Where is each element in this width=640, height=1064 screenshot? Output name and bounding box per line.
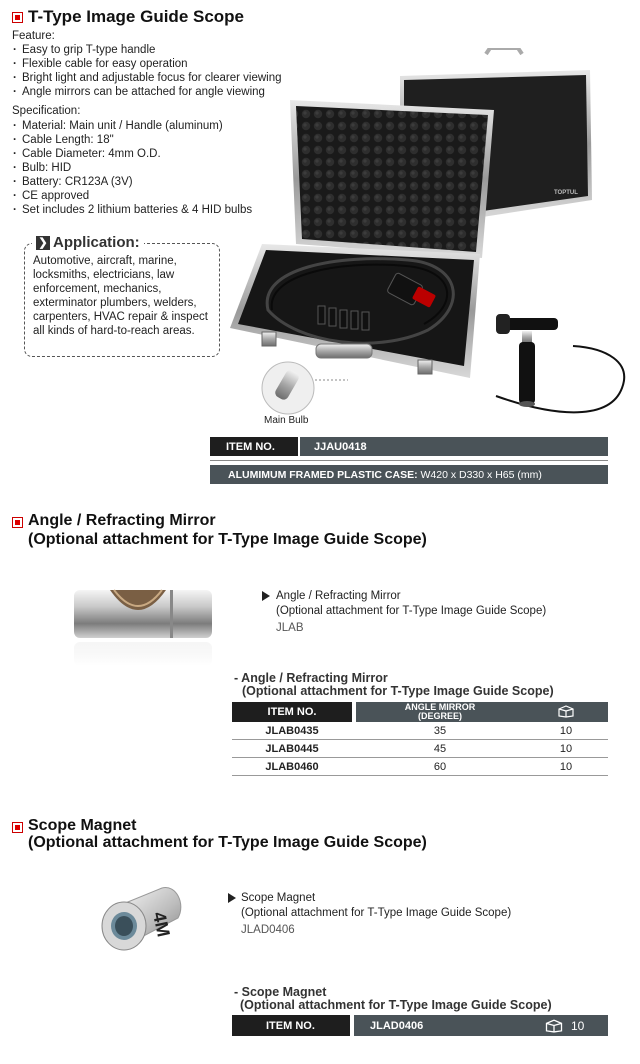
page-title: T-Type Image Guide Scope: [28, 7, 245, 26]
mirror-desc-code: JLAB: [276, 622, 304, 634]
table-row: [232, 758, 608, 776]
row-item-no: JLAB0435: [232, 722, 352, 740]
feature-item: · Angle mirrors can be attached for angle viewing: [12, 85, 282, 99]
arrow-icon: ❯: [36, 236, 50, 250]
box-qty-icon: [557, 704, 575, 718]
row-item-no: JLAB0460: [232, 758, 352, 776]
item-no-label: ITEM NO.: [226, 441, 275, 453]
spec-item: · Cable Diameter: 4mm O.D.: [12, 147, 252, 161]
case-spec-text: ALUMIMUM FRAMED PLASTIC CASE: W420 x D330 x H65 (mm): [228, 469, 542, 481]
col-header-angle: ANGLE MIRROR (DEGREE): [356, 702, 524, 722]
magnet-desc-code: JLAD0406: [241, 924, 295, 936]
mirror-desc-sub: (Optional attachment for T-Type Image Guide Scope): [276, 605, 547, 617]
spec-heading: Specification:: [12, 105, 81, 117]
feature-item: · Easy to grip T-type handle: [12, 43, 282, 57]
scope-magnet-image: [96, 884, 186, 956]
row-angle: 45: [356, 740, 524, 758]
case-logo: TOPTUL: [554, 190, 578, 196]
row-item-no: JLAB0445: [232, 740, 352, 758]
pointer-arrow-icon: [262, 591, 270, 601]
section-bullet-icon: [12, 517, 23, 528]
mirror-table-subtitle: (Optional attachment for T-Type Image Guide Scope): [242, 684, 554, 698]
mirror-table: [232, 702, 608, 776]
mirror-table-title: - Angle / Refracting Mirror: [234, 671, 388, 685]
magnet-item-no: JLAD0406: [370, 1020, 424, 1032]
spec-item: · Battery: CR123A (3V): [12, 175, 252, 189]
angle-mirror-image: [70, 584, 218, 672]
table-row: [232, 740, 608, 758]
row-angle: 35: [356, 722, 524, 740]
main-bulb-label: Main Bulb: [264, 415, 309, 426]
row-qty: 10: [524, 740, 608, 758]
table-row: [232, 722, 608, 740]
section-subtitle-magnet: (Optional attachment for T-Type Image Guide Scope): [28, 834, 427, 851]
box-qty-icon: [544, 1018, 564, 1033]
col-header-item: ITEM NO.: [232, 702, 352, 722]
item-no-value: JJAU0418: [314, 441, 367, 453]
magnet-desc-sub: (Optional attachment for T-Type Image Guide Scope): [241, 907, 512, 919]
section-bullet-icon: [12, 822, 23, 833]
spec-item: · Bulb: HID: [12, 161, 252, 175]
feature-heading: Feature:: [12, 30, 55, 42]
application-text: Automotive, aircraft, marine, locksmiths, electricians, law enforcement, mechanics, exterminator plumbers, welders, carpenters, HVAC repair & inspect all kinds of hard-to-reach areas.: [33, 255, 208, 337]
spec-item: · Material: Main unit / Handle (aluminum): [12, 119, 252, 133]
scope-kit-image: [228, 48, 636, 430]
magnet-item-label: ITEM NO.: [266, 1020, 315, 1032]
spec-item: · CE approved: [12, 189, 252, 203]
magnet-desc-name: Scope Magnet: [241, 892, 316, 904]
magnet-marking: 4M: [148, 910, 174, 939]
row-angle: 60: [356, 758, 524, 776]
col-header-qty: [524, 702, 608, 722]
pointer-arrow-icon: [228, 893, 236, 903]
feature-item: · Bright light and adjustable focus for clearer viewing: [12, 71, 282, 85]
magnet-table-subtitle: (Optional attachment for T-Type Image Guide Scope): [240, 998, 552, 1012]
section-subtitle-mirror: (Optional attachment for T-Type Image Guide Scope): [28, 531, 427, 548]
magnet-qty: 10: [571, 1019, 585, 1033]
feature-item: · Flexible cable for easy operation: [12, 57, 282, 71]
section-title-magnet: Scope Magnet: [28, 817, 137, 834]
spec-item: · Cable Length: 18": [12, 133, 252, 147]
row-qty: 10: [524, 758, 608, 776]
section-bullet-icon: [12, 12, 23, 23]
divider: [210, 460, 608, 461]
spec-list: [12, 119, 252, 217]
magnet-table-title: - Scope Magnet: [234, 985, 327, 999]
section-title-mirror: Angle / Refracting Mirror: [28, 512, 216, 529]
row-qty: 10: [524, 722, 608, 740]
mirror-desc-name: Angle / Refracting Mirror: [276, 590, 401, 602]
spec-item: · Set includes 2 lithium batteries & 4 HID bulbs: [12, 203, 252, 217]
application-heading: ❯ Application:: [32, 234, 144, 251]
